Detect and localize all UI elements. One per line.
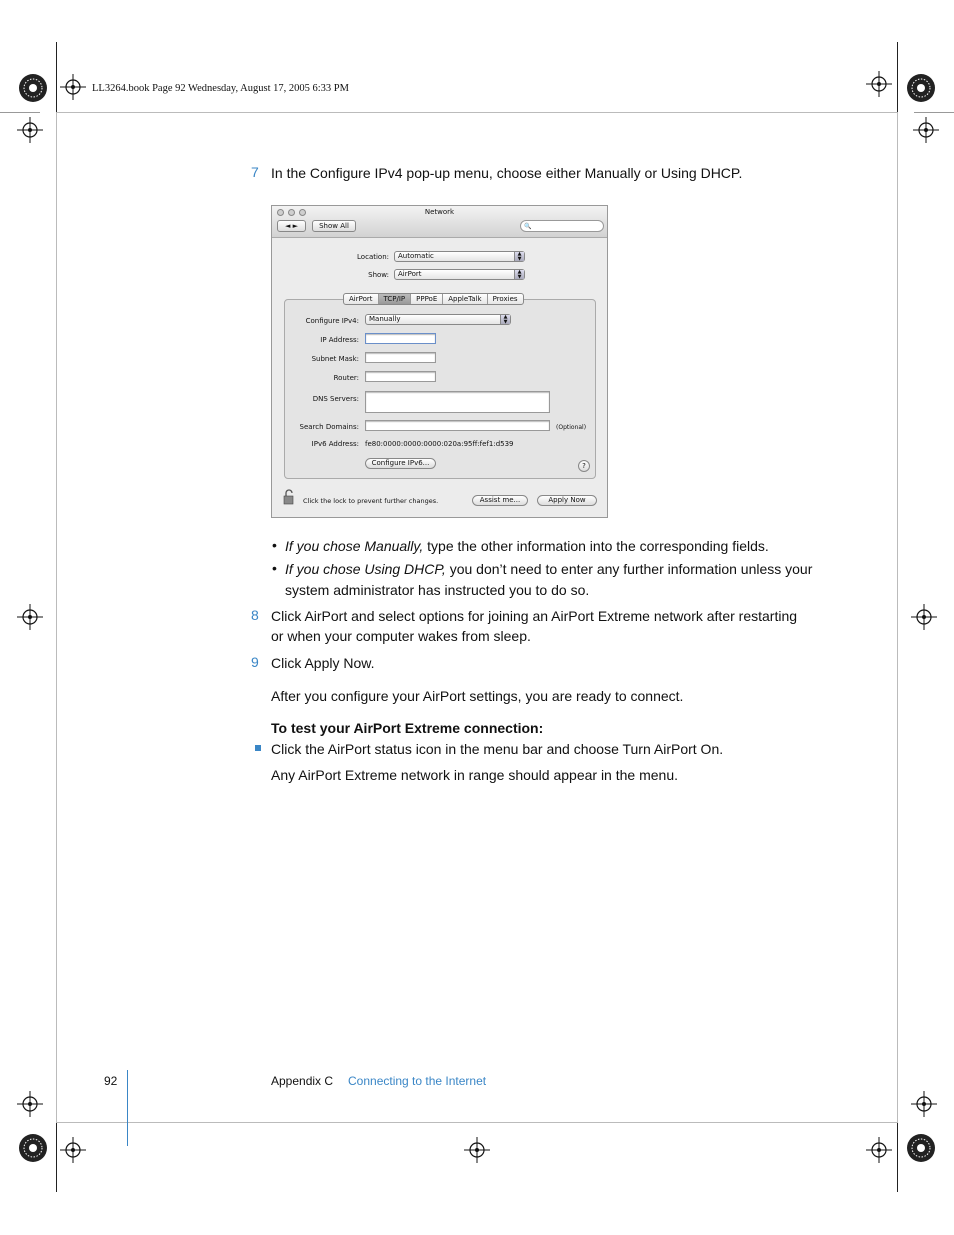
- registration-mark-icon: [464, 1137, 490, 1163]
- registration-mark-icon: [17, 604, 43, 630]
- task-heading: To test your AirPort Extreme connection:: [271, 720, 544, 736]
- window-title: Network: [424, 208, 455, 216]
- registration-mark-icon: [866, 71, 892, 97]
- bullet-rest: type the other information into the corresponding fields.: [423, 538, 769, 554]
- ipv6-address-label: IPv6 Address:: [311, 440, 359, 448]
- step-text: Click Apply Now.: [271, 655, 375, 671]
- dns-servers-field[interactable]: [365, 391, 550, 413]
- bullet-dot: •: [272, 537, 277, 553]
- subnet-mask-field[interactable]: [365, 352, 436, 363]
- settings-panel: [284, 299, 596, 479]
- back-forward-button[interactable]: ◄ ►: [277, 220, 306, 232]
- popup-arrows-icon: ▲ ▼: [500, 315, 510, 324]
- crop-mark: [897, 42, 898, 112]
- bullet-text-line2: system administrator has instructed you to do so.: [285, 582, 590, 598]
- page-frame-right: [897, 112, 898, 1122]
- registration-mark-icon: [913, 117, 939, 143]
- tab-appletalk[interactable]: AppleTalk: [443, 294, 487, 304]
- ipv6-address-value: fe80:0000:0000:0000:020a:95ff:fef1:d539: [365, 440, 514, 448]
- step-text-line2: or when your computer wakes from sleep.: [271, 628, 531, 644]
- page-frame-bottom: [56, 1122, 898, 1123]
- search-input[interactable]: [520, 220, 604, 232]
- assist-me-button[interactable]: Assist me...: [472, 495, 528, 506]
- optional-hint: (Optional): [556, 424, 587, 431]
- registration-mark-icon: [911, 604, 937, 630]
- page-frame-top: [56, 112, 898, 113]
- ip-address-label: IP Address:: [320, 336, 359, 344]
- bullet-dot: •: [272, 560, 277, 576]
- lock-message: Click the lock to prevent further changes.: [303, 497, 439, 505]
- crop-mark: [897, 1122, 898, 1192]
- router-field[interactable]: [365, 371, 436, 382]
- help-button[interactable]: ?: [578, 460, 590, 472]
- crop-mark: [56, 1122, 57, 1192]
- crop-mark: [0, 112, 40, 113]
- title-bar: [272, 206, 607, 238]
- tab-pppoe[interactable]: PPPoE: [411, 294, 443, 304]
- subnet-mask-label: Subnet Mask:: [311, 355, 359, 363]
- tab-proxies[interactable]: Proxies: [492, 295, 518, 303]
- step-text: Click AirPort and select options for joining an AirPort Extreme network after restarting: [271, 608, 798, 624]
- configure-ipv4-label: Configure IPv4:: [305, 317, 359, 325]
- bullet-text: [285, 559, 812, 579]
- dns-servers-label: DNS Servers:: [312, 395, 359, 403]
- starburst-mark-icon: [18, 1133, 48, 1163]
- registration-mark-icon: [60, 74, 86, 100]
- show-popup[interactable]: [394, 269, 525, 280]
- page-number: 92: [104, 1074, 118, 1088]
- footer-chapter: Connecting to the Internet: [348, 1074, 487, 1088]
- footer-appendix: Appendix C: [271, 1074, 334, 1088]
- print-slug: LL3264.book Page 92 Wednesday, August 17, 2005 6:33 PM: [92, 83, 349, 94]
- starburst-mark-icon: [906, 73, 936, 103]
- step-text: In the Configure IPv4 pop-up menu, choose either Manually or Using DHCP.: [271, 165, 743, 181]
- configure-ipv4-popup[interactable]: [365, 314, 511, 325]
- ip-address-field[interactable]: [365, 333, 436, 344]
- starburst-mark-icon: [18, 73, 48, 103]
- lock-icon[interactable]: [283, 489, 297, 505]
- footer-rule: [127, 1070, 128, 1146]
- configure-ipv4-value: Manually: [369, 315, 401, 323]
- tab-airport[interactable]: AirPort: [344, 294, 379, 304]
- configure-ipv6-button[interactable]: Configure IPv6...: [365, 458, 436, 469]
- bullet-italic: If you chose Using DHCP,: [285, 561, 446, 577]
- popup-arrows-icon: ▲ ▼: [514, 270, 524, 279]
- network-window-screenshot: [271, 205, 608, 518]
- registration-mark-icon: [60, 1137, 86, 1163]
- task-step: Click the AirPort status icon in the menu bar and choose Turn AirPort On.: [271, 741, 724, 757]
- page-frame-left: [56, 112, 57, 1122]
- bullet-text: [285, 536, 769, 556]
- show-all-button[interactable]: Show All: [312, 220, 356, 232]
- search-domains-label: Search Domains:: [299, 423, 359, 431]
- paragraph: Any AirPort Extreme network in range should appear in the menu.: [271, 767, 678, 783]
- location-popup[interactable]: [394, 251, 525, 262]
- bullet-rest: you don’t need to enter any further information unless your: [445, 561, 813, 577]
- bullet-italic: If you chose Manually,: [285, 538, 424, 554]
- step-number: 9: [251, 654, 259, 670]
- popup-arrows-icon: ▲ ▼: [514, 252, 524, 261]
- tab-tcpip[interactable]: TCP/IP: [379, 294, 412, 304]
- starburst-mark-icon: [906, 1133, 936, 1163]
- tab-bar: [343, 293, 524, 305]
- location-value: Automatic: [398, 252, 434, 260]
- apply-now-button[interactable]: Apply Now: [537, 495, 597, 506]
- registration-mark-icon: [17, 1091, 43, 1117]
- registration-mark-icon: [911, 1091, 937, 1117]
- square-bullet-icon: [255, 745, 261, 751]
- paragraph: After you configure your AirPort settings, you are ready to connect.: [271, 688, 684, 704]
- show-value: AirPort: [398, 270, 422, 278]
- crop-mark: [914, 112, 954, 113]
- router-label: Router:: [333, 374, 359, 382]
- step-number: 7: [251, 164, 259, 180]
- show-label: Show:: [368, 271, 389, 279]
- search-domains-field[interactable]: [365, 420, 550, 431]
- registration-mark-icon: [17, 117, 43, 143]
- crop-mark: [56, 42, 57, 112]
- search-icon: 🔍: [524, 223, 532, 230]
- step-number: 8: [251, 607, 259, 623]
- registration-mark-icon: [866, 1137, 892, 1163]
- location-label: Location:: [357, 253, 389, 261]
